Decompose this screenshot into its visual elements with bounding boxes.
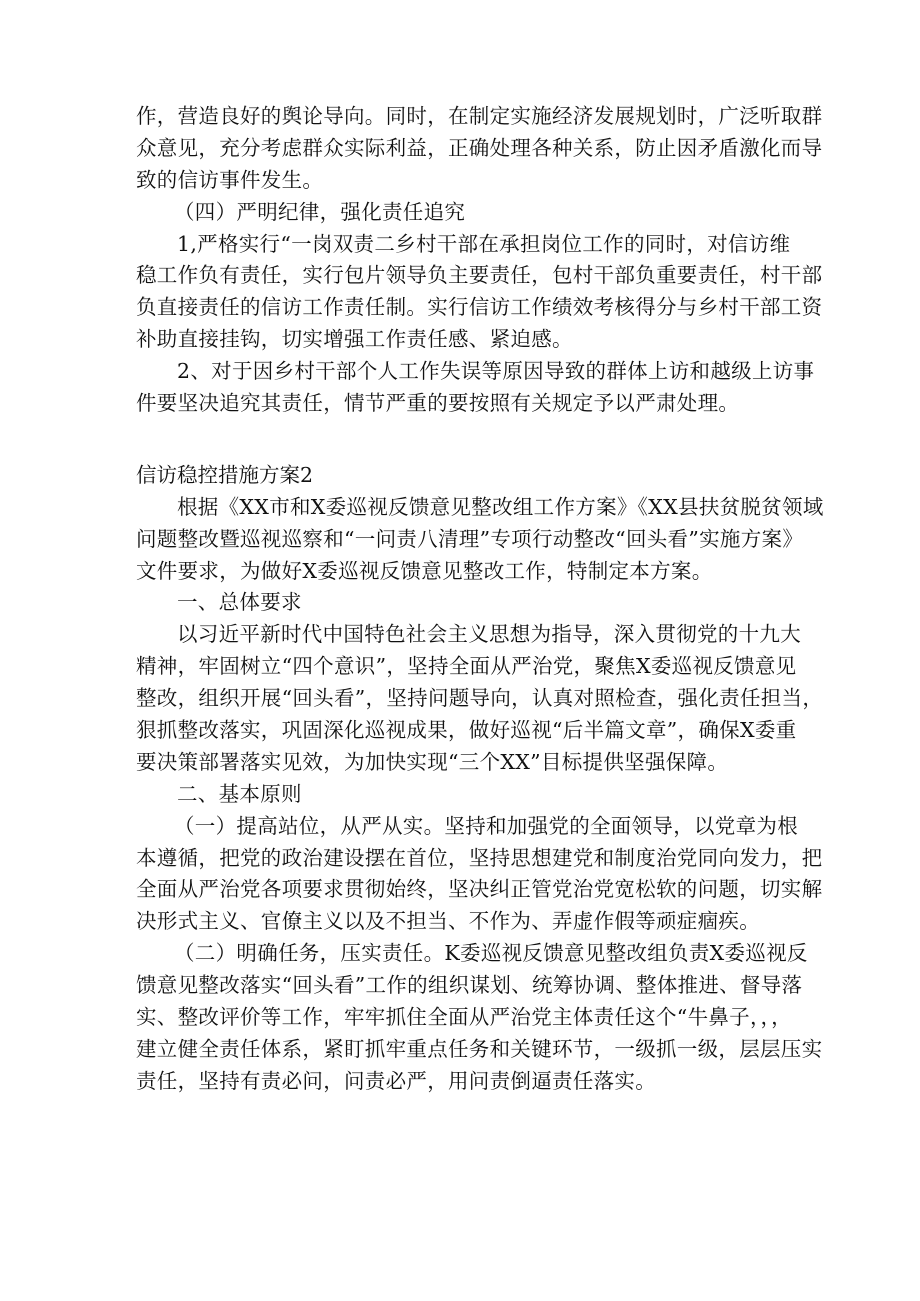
section-heading-4: （四）严明纪律，强化责任追究 (174, 199, 466, 224)
text-line: 文件要求，为做好X委巡视反馈意见整改工作，特制定本方案。 (136, 558, 713, 583)
text-line: 责任，坚持有责必问，问责必严，用问责倒逼责任落实。 (136, 1068, 656, 1093)
text-line: 负直接责任的信访工作责任制。实行信访工作绩效考核得分与乡村干部工资 (136, 295, 823, 320)
text-line: 作，营造良好的舆论导向。同时，在制定实施经济发展规划时，广泛听取群 (136, 104, 823, 128)
text-line: 馈意见整改落实“回头看”工作的组织谋划、统筹协调、整体推进、督导落 (136, 973, 803, 998)
text-line: 以习近平新时代中国特色社会主义思想为指导，深入贯彻党的十九大 (177, 622, 801, 647)
text-line: 实、整改评价等工作，牢牢抓住全面从严治党主体责任这个“牛鼻子，，， (136, 1005, 792, 1030)
section-gap (136, 420, 791, 460)
text-line: 根据《XX市和X委巡视反馈意见整改组工作方案》《XX县扶贫脱贫领域 (177, 494, 824, 519)
text-line: （一）提高站位，从严从实。坚持和加强党的全面领导，以党章为根 (174, 813, 798, 838)
text-line: 问题整改暨巡视巡察和“一问责八清理”专项行动整改“回头看”实施方案》 (136, 526, 804, 551)
text-line: 1,严格实行“一岗双责二乡村干部在承担岗位工作的同时，对信访维 (177, 231, 791, 256)
text-line: 补助直接挂钩，切实增强工作责任感、紧迫感。 (136, 327, 573, 352)
section-heading-2: 二、基本原则 (177, 781, 302, 806)
text-line: 精神，牢固树立“四个意识”，坚持全面从严治党，聚焦X委巡视反馈意见 (136, 654, 797, 679)
text-line: 本遵循，把党的政治建设摆在首位，坚持思想建党和制度治党同向发力，把 (136, 845, 823, 870)
text-line: 2、对于因乡村干部个人工作失误等原因导致的群体上访和越级上访事 (177, 359, 815, 384)
text-line: 建立健全责任体系，紧盯抓牢重点任务和关键环节，一级抓一级，层层压实 (136, 1036, 823, 1061)
text-line: （二）明确任务，压实责任。K委巡视反馈意见整改组负责X委巡视反 (174, 941, 808, 966)
text-line: 整改，组织开展“回头看”，坚持问题导向，认真对照检查，强化责任担当， (136, 686, 824, 711)
text-line: 决形式主义、官僚主义以及不担当、不作为、弄虚作假等顽症痼疾。 (136, 909, 760, 934)
document-title: 信访稳控措施方案2 (136, 462, 314, 487)
document-page (136, 101, 824, 1098)
text-line: 件要坚决追究其责任，情节严重的要按照有关规定予以严肃处理。 (136, 391, 740, 416)
section-heading-1: 一、总体要求 (177, 590, 302, 615)
text-line: 稳工作负有责任，实行包片领导负主要责任，包村干部负重要责任，村干部 (136, 263, 823, 288)
text-line: 要决策部署落实见效，为加快实现“三个XX”目标提供坚强保障。 (136, 749, 729, 774)
text-line: 致的信访事件发生。 (136, 167, 324, 192)
text-line: 全面从严治党各项要求贯彻始终，坚决纠正管党治党宽松软的问题，切实解 (136, 877, 823, 902)
text-line: 众意见，充分考虑群众实际利益，正确处理各种关系，防止因矛盾激化而导 (136, 135, 823, 160)
text-line: 狠抓整改落实，巩固深化巡视成果，做好巡视“后半篇文章”，确保X委重 (136, 718, 797, 743)
